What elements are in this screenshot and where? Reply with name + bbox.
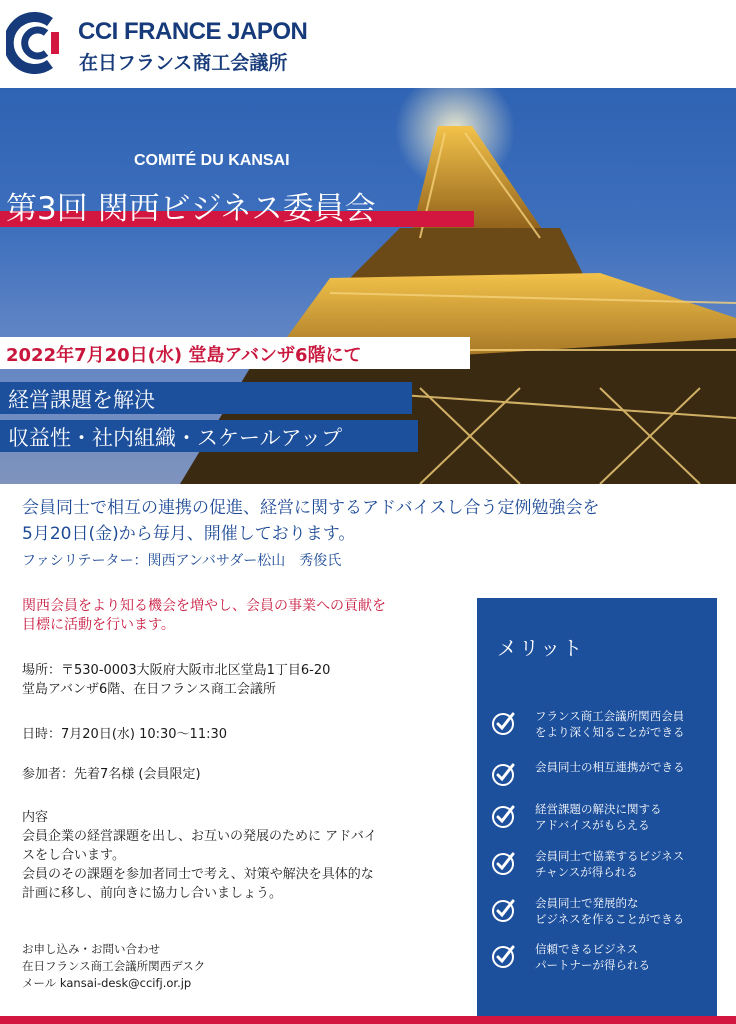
- contact-email[interactable]: メール kansai-desk@ccifj.or.jp: [22, 976, 192, 990]
- merit-item-line-2: ビジネスを作ることができる: [535, 912, 685, 926]
- check-circle-icon: [491, 850, 517, 876]
- goal-note-line-1: 関西会員をより知る機会を増やし、会員の事業への貢献を: [22, 598, 386, 614]
- content-line-2: スをし合います。: [22, 848, 125, 863]
- merit-item-text: [535, 708, 717, 740]
- intro-text: [22, 495, 712, 547]
- content-line-4: 計画に移し、前向きに協力し合いましょう。: [22, 886, 283, 901]
- headline-bar-2: [0, 420, 418, 452]
- merit-item-text: [535, 759, 717, 775]
- merit-item: [491, 759, 715, 799]
- merit-item: [491, 941, 715, 981]
- merit-item-line-1: 会員同士の相互連携ができる: [535, 760, 685, 774]
- facilitator: ファシリテーター：関西アンバサダー松山 秀俊氏: [22, 553, 342, 569]
- check-circle-icon: [491, 761, 517, 787]
- contact-line-1: お申し込み・お問い合わせ: [22, 942, 160, 956]
- content-label: 内容: [22, 810, 49, 825]
- event-date-box: [0, 337, 470, 369]
- hero-banner: [0, 88, 736, 484]
- merit-item-line-2: アドバイスがもらえる: [535, 818, 650, 832]
- headline-1: 経営課題を解決: [8, 388, 155, 412]
- intro-line-2: 5月20日(金)から毎月、開催しております。: [22, 524, 356, 544]
- merit-item: [491, 848, 715, 888]
- check-circle-icon: [491, 710, 517, 736]
- merit-item-line-1: 信頼できるビジネス: [535, 942, 639, 956]
- merit-item-line-1: 経営課題の解決に関する: [535, 802, 662, 816]
- intro-line-1: 会員同士で相互の連携の促進、経営に関するアドバイスし合う定例勉強会を: [22, 498, 600, 518]
- check-circle-icon: [491, 943, 517, 969]
- place-line-2: 堂島アバンザ6階、在日フランス商工会議所: [22, 682, 276, 697]
- headline-2: 収益性・社内組織・スケールアップ: [8, 426, 343, 450]
- content-info: [22, 808, 452, 903]
- header: [0, 0, 736, 88]
- merit-title: メリット: [497, 636, 585, 660]
- content-line-3: 会員のその課題を参加者同士で考え、対策や解決を具体的な: [22, 867, 374, 882]
- event-title: 第3回 関西ビジネス委員会: [6, 191, 376, 227]
- goal-note-line-2: 目標に活動を行います。: [22, 617, 175, 633]
- datetime-info: 日時：7月20日(水) 10:30～11:30: [22, 727, 228, 742]
- merit-item: [491, 895, 715, 935]
- merit-panel: [477, 598, 717, 1024]
- participants-info: 参加者：先着7名様 (会員限定): [22, 767, 201, 782]
- event-date: 2022年7月20日(水) 堂島アバンザ6階にて: [6, 345, 362, 366]
- merit-item-line-2: チャンスが得られる: [535, 865, 638, 879]
- merit-item-text: [535, 801, 717, 833]
- merit-item-line-1: 会員同士で協業するビジネス: [535, 849, 685, 863]
- check-circle-icon: [491, 803, 517, 829]
- contact-line-2: 在日フランス商工会議所関西デスク: [22, 959, 206, 973]
- contact-info: [22, 941, 205, 992]
- brand-name-jp: 在日フランス商工会議所: [79, 52, 288, 74]
- merit-item-line-1: 会員同士で発展的な: [535, 896, 639, 910]
- committee-label: COMITÉ DU KANSAI: [134, 152, 290, 169]
- merit-item-text: [535, 941, 717, 973]
- bottom-accent-bar: [0, 1016, 736, 1024]
- event-title-block: [0, 183, 474, 229]
- place-line-1: 場所：〒530-0003大阪府大阪市北区堂島1丁目6-20: [22, 663, 331, 678]
- goal-note: [22, 597, 452, 635]
- cci-logo-icon: [6, 12, 68, 74]
- merit-item: [491, 708, 715, 748]
- merit-item: [491, 801, 715, 841]
- merit-item-line-1: フランス商工会議所関西会員: [535, 709, 685, 723]
- content-line-1: 会員企業の経営課題を出し、お互いの発展のために アドバイ: [22, 829, 377, 844]
- place-info: [22, 661, 452, 699]
- merit-item-text: [535, 895, 717, 927]
- merit-item-text: [535, 848, 717, 880]
- brand-name-en: CCI FRANCE JAPON: [78, 18, 308, 45]
- headline-bar-1: [0, 382, 412, 414]
- check-circle-icon: [491, 897, 517, 923]
- merit-item-line-2: パートナーが得られる: [535, 958, 650, 972]
- merit-item-line-2: をより深く知ることができる: [535, 725, 685, 739]
